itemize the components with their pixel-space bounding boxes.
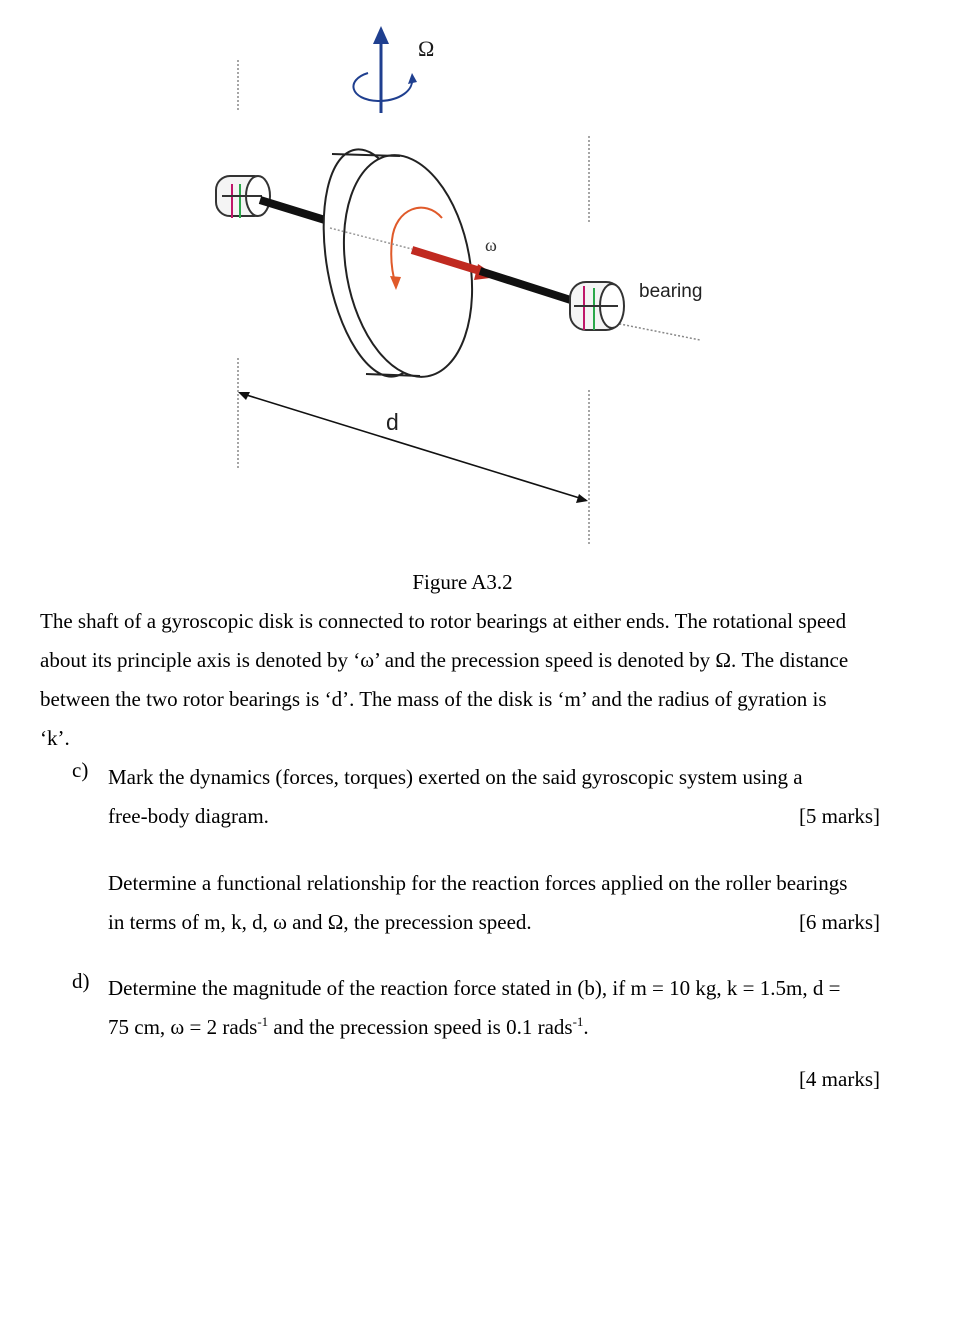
question-c-marks: [5 marks] [798, 804, 880, 828]
precession-axis-arrow [353, 26, 417, 113]
question-d-line-2b: and the precession speed is 0.1 rads [268, 1015, 573, 1039]
shaft-right [480, 271, 580, 303]
Omega-label: Ω [418, 36, 435, 61]
question-d-line-2a: 75 cm, ω = 2 rads [108, 1015, 258, 1039]
intro-line-3: between the two rotor bearings is ‘d’. The mass of the disk is ‘m’ and the radius of gyration is [40, 687, 827, 711]
question-c2-line-1: Determine a functional relationship for the reaction forces applied on the roller bearings [108, 871, 848, 895]
bearing-label: bearing [639, 281, 703, 302]
intro-paragraph [40, 602, 888, 758]
question-d-line-2 [108, 1008, 888, 1047]
intro-line-2: about its principle axis is denoted by ‘ω’ and the precession speed is denoted by Ω. The distance [40, 648, 849, 672]
gyroscope-figure [180, 18, 740, 558]
intro-line-4: ‘k’. [40, 726, 70, 750]
question-d-sup-2: -1 [572, 1014, 584, 1029]
question-d-marks: [4 marks] [798, 1067, 880, 1091]
omega-label: ω [485, 235, 497, 255]
question-d-line-1: Determine the magnitude of the reaction force stated in (b), if m = 10 kg, k = 1.5m, d = [108, 976, 841, 1000]
intro-line-1: The shaft of a gyroscopic disk is connected to rotor bearings at either ends. The rotational speed [40, 609, 847, 633]
question-c2-line-2: in terms of m, k, d, ω and Ω, the precession speed. [108, 910, 532, 934]
question-c2-marks: [6 marks] [798, 910, 880, 934]
question-c-line-2-row [108, 797, 888, 836]
question-c-line-1: Mark the dynamics (forces, torques) exerted on the said gyroscopic system using a [108, 765, 803, 789]
d-label: d [386, 409, 399, 435]
gyroscope-diagram [180, 18, 740, 558]
question-c-line-2: free-body diagram. [108, 804, 269, 828]
figure-caption: Figure A3.2 [412, 570, 513, 594]
question-d-line-2c: . [583, 1015, 589, 1039]
question-c2-line-2-row [108, 903, 888, 942]
right-bearing [570, 282, 624, 330]
question-d-sup-1: -1 [257, 1014, 269, 1029]
distance-dimension [238, 392, 588, 503]
question-d-label: d) [72, 969, 90, 993]
question-c-label: c) [72, 758, 89, 782]
